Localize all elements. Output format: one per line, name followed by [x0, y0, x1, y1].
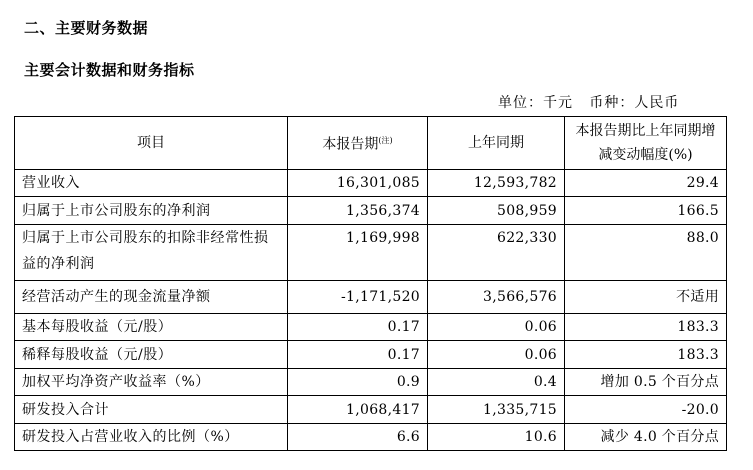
- row-label: 经营活动产生的现金流量净额: [15, 281, 288, 314]
- row-prior: 12,593,782: [428, 170, 565, 197]
- row-label: 稀释每股收益（元/股）: [15, 341, 288, 369]
- row-current: 0.17: [288, 314, 428, 341]
- table-row: [15, 170, 727, 197]
- header-prior-period: 上年同期: [428, 117, 565, 170]
- row-prior: 0.06: [428, 341, 565, 369]
- row-change: 不适用: [565, 281, 727, 314]
- row-change: 增加 0.5 个百分点: [565, 369, 727, 396]
- row-current: 16,301,085: [288, 170, 428, 197]
- row-prior: 508,959: [428, 197, 565, 225]
- row-label: 归属于上市公司股东的净利润: [15, 197, 288, 225]
- row-label: 归属于上市公司股东的扣除非经常性损益的净利润: [15, 225, 288, 281]
- row-label: 营业收入: [15, 170, 288, 197]
- header-change-percent: 本报告期比上年同期增减变动幅度(%): [565, 117, 727, 170]
- row-change: 29.4: [565, 170, 727, 197]
- row-prior: 0.06: [428, 314, 565, 341]
- table-row: [15, 281, 727, 314]
- row-prior: 622,330: [428, 225, 565, 281]
- row-label: 加权平均净资产收益率（%）: [15, 369, 288, 396]
- row-current: 1,169,998: [288, 225, 428, 281]
- table-row: [15, 369, 727, 396]
- row-current: 1,068,417: [288, 396, 428, 424]
- row-label: 研发投入合计: [15, 396, 288, 424]
- header-current-period: [288, 117, 428, 170]
- row-label: 基本每股收益（元/股）: [15, 314, 288, 341]
- row-change: 88.0: [565, 225, 727, 281]
- section-title: 二、主要财务数据: [24, 19, 149, 37]
- row-current: 0.17: [288, 341, 428, 369]
- table-row: [15, 314, 727, 341]
- table-row: [15, 341, 727, 369]
- table-row: [15, 197, 727, 225]
- row-change: 183.3: [565, 314, 727, 341]
- row-current: 0.9: [288, 369, 428, 396]
- table-row: [15, 225, 727, 281]
- header-current-note: (注): [378, 136, 393, 146]
- row-label: 研发投入占营业收入的比例（%）: [15, 424, 288, 451]
- row-prior: 0.4: [428, 369, 565, 396]
- unit-currency-line: 单位：千元 币种：人民币: [498, 95, 680, 111]
- row-change: 183.3: [565, 341, 727, 369]
- row-change: 166.5: [565, 197, 727, 225]
- financial-data-table: [14, 116, 727, 451]
- table-row: [15, 424, 727, 451]
- row-prior: 3,566,576: [428, 281, 565, 314]
- subsection-title: 主要会计数据和财务指标: [24, 61, 195, 79]
- header-current-label: 本报告期: [322, 136, 379, 153]
- row-change: -20.0: [565, 396, 727, 424]
- row-current: -1,171,520: [288, 281, 428, 314]
- row-current: 6.6: [288, 424, 428, 451]
- header-item: 项目: [15, 117, 288, 170]
- row-prior: 10.6: [428, 424, 565, 451]
- row-prior: 1,335,715: [428, 396, 565, 424]
- row-current: 1,356,374: [288, 197, 428, 225]
- row-change: 减少 4.0 个百分点: [565, 424, 727, 451]
- table-header-row: [15, 117, 727, 170]
- table-row: [15, 396, 727, 424]
